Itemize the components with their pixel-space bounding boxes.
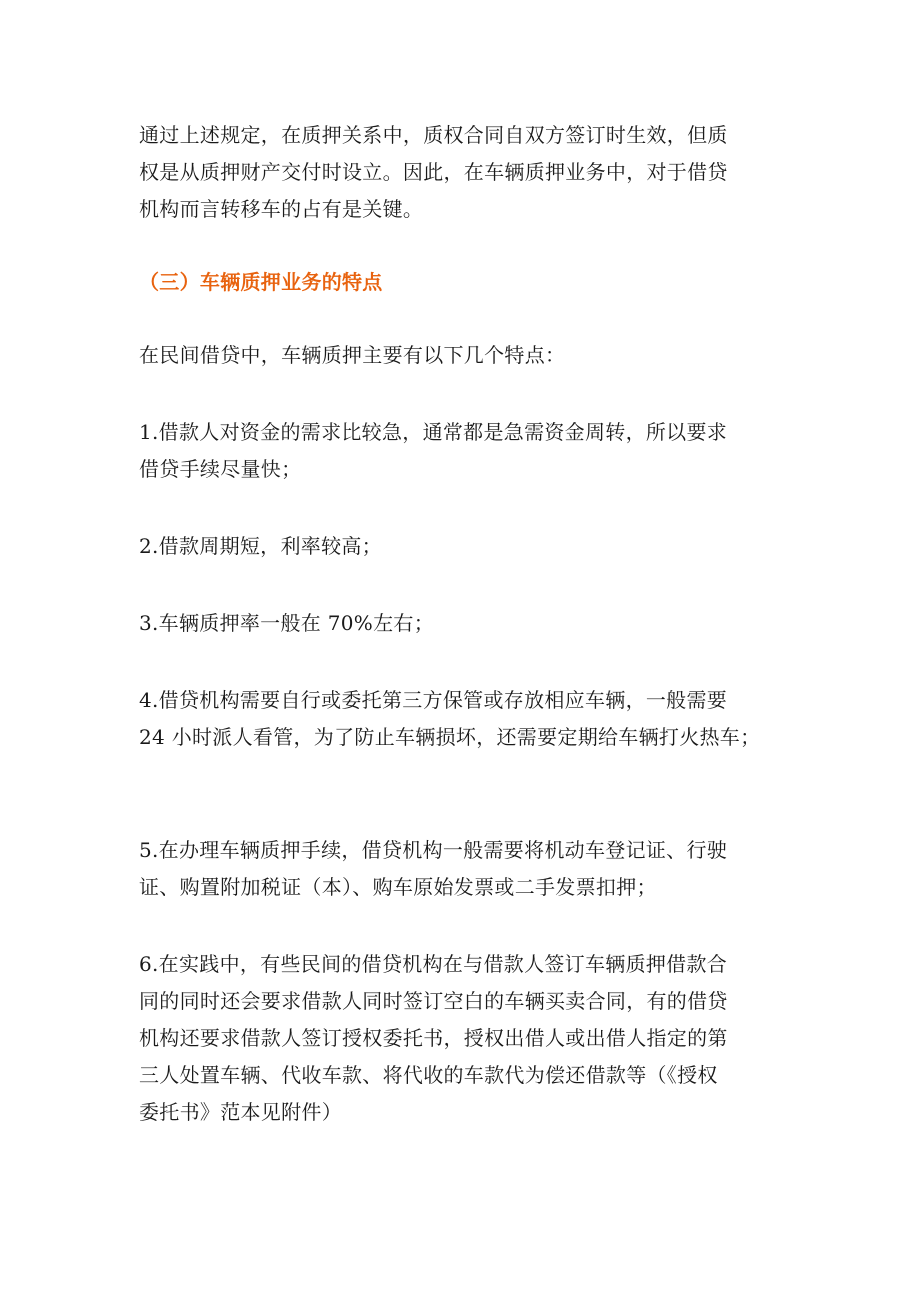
document-page bbox=[139, 117, 779, 1131]
intro-paragraph bbox=[139, 117, 779, 228]
text-line: 同的同时还会要求借款人同时签订空白的车辆买卖合同，有的借贷 bbox=[139, 989, 728, 1013]
paragraph-gap bbox=[139, 374, 779, 414]
text-line: 5.在办理车辆质押手续，借贷机构一般需要将机动车登记证、行驶 bbox=[139, 838, 728, 862]
text-line: 证、购置附加税证（本）、购车原始发票或二手发票扣押； bbox=[139, 875, 657, 899]
text-line: 2.借款周期短，利率较高； bbox=[139, 534, 382, 558]
text-line: 24 小时派人看管，为了防止车辆损坏，还需要定期给车辆打火热车； bbox=[139, 725, 761, 749]
list-item-6 bbox=[139, 946, 779, 1131]
text-line: 权是从质押财产交付时设立。因此，在车辆质押业务中，对于借贷 bbox=[139, 160, 728, 184]
paragraph-gap bbox=[139, 228, 779, 264]
paragraph-gap bbox=[139, 565, 779, 605]
list-item-3 bbox=[139, 605, 779, 642]
list-item-1 bbox=[139, 414, 779, 488]
paragraph-gap bbox=[139, 906, 779, 946]
lead-paragraph bbox=[139, 337, 779, 374]
text-line: 三人处置车辆、代收车款、将代收的车款代为偿还借款等（《授权 bbox=[139, 1063, 718, 1087]
text-line: 通过上述规定，在质押关系中，质权合同自双方签订时生效，但质 bbox=[139, 123, 728, 147]
text-line: 机构而言转移车的占有是关键。 bbox=[139, 197, 424, 221]
list-item-2 bbox=[139, 528, 779, 565]
list-item-4 bbox=[139, 682, 779, 756]
text-line: 4.借贷机构需要自行或委托第三方保管或存放相应车辆，一般需要 bbox=[139, 688, 728, 712]
text-line: 1.借款人对资金的需求比较急，通常都是急需资金周转，所以要求 bbox=[139, 420, 728, 444]
text-line: 机构还要求借款人签订授权委托书，授权出借人或出借人指定的第 bbox=[139, 1026, 728, 1050]
paragraph-gap bbox=[139, 488, 779, 528]
list-item-5 bbox=[139, 832, 779, 906]
text-line: 3.车辆质押率一般在 70%左右； bbox=[139, 611, 434, 635]
paragraph-gap bbox=[139, 301, 779, 337]
text-line: 6.在实践中，有些民间的借贷机构在与借款人签订车辆质押借款合 bbox=[139, 952, 728, 976]
text-line: 委托书》范本见附件） bbox=[139, 1100, 342, 1124]
paragraph-gap bbox=[139, 642, 779, 682]
text-line: 借贷手续尽量快； bbox=[139, 457, 302, 481]
text-line: 在民间借贷中，车辆质押主要有以下几个特点： bbox=[139, 343, 566, 367]
paragraph-gap bbox=[139, 756, 779, 832]
section-heading: （三）车辆质押业务的特点 bbox=[139, 270, 383, 294]
